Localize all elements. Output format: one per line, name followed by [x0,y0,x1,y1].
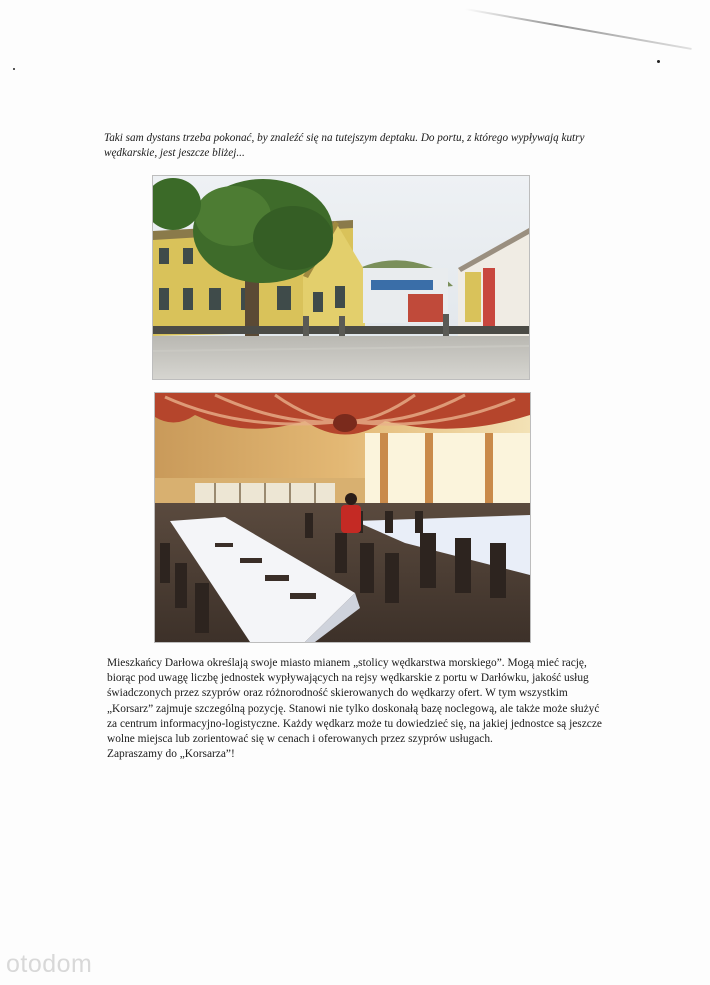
intro-caption: Taki sam dystans trzeba pokonać, by znaleźć się na tutejszym deptaku. Do portu, z którego wypływają kutry wędkarskie, jest jeszcze bliżej... [104,132,585,159]
banquet-hall-photo [154,392,531,643]
building-photo [152,175,530,380]
scan-dot-artifact [657,60,660,63]
banquet-hall-illustration [155,393,530,642]
scan-streak-artifact [465,8,692,50]
scan-dot-artifact [13,68,15,70]
watermark-logo: otodom [6,950,93,978]
building-photo-illustration [153,176,529,379]
closing-line: Zapraszamy do „Korsarza”! [107,748,235,761]
description-text [107,656,612,762]
description-paragraph: Mieszkańcy Darłowa określają swoje miasto mianem „stolicy wędkarstwa morskiego”. Mogą mieć rację, biorąc pod uwagę liczbę jednostek wypływających na rejsy wędkarskie z portu w Darłówku, jakość usług świadczonych przez szyprów oraz różnorodność skierowanych do wędkarzy ofert. W tym wszystkim „Korsarz” zajmuje szczególną pozycję. Stanowi nie tylko doskonałą bazę noclegową, ale także może służyć za centrum informacyjno-logistyczne. Każdy wędkarz może tu dowiedzieć się, na jakiej jednostce są jeszcze wolne miejsca lub zorientować się w cenach i oferowanych przez szyprów usługach. [107,657,602,746]
